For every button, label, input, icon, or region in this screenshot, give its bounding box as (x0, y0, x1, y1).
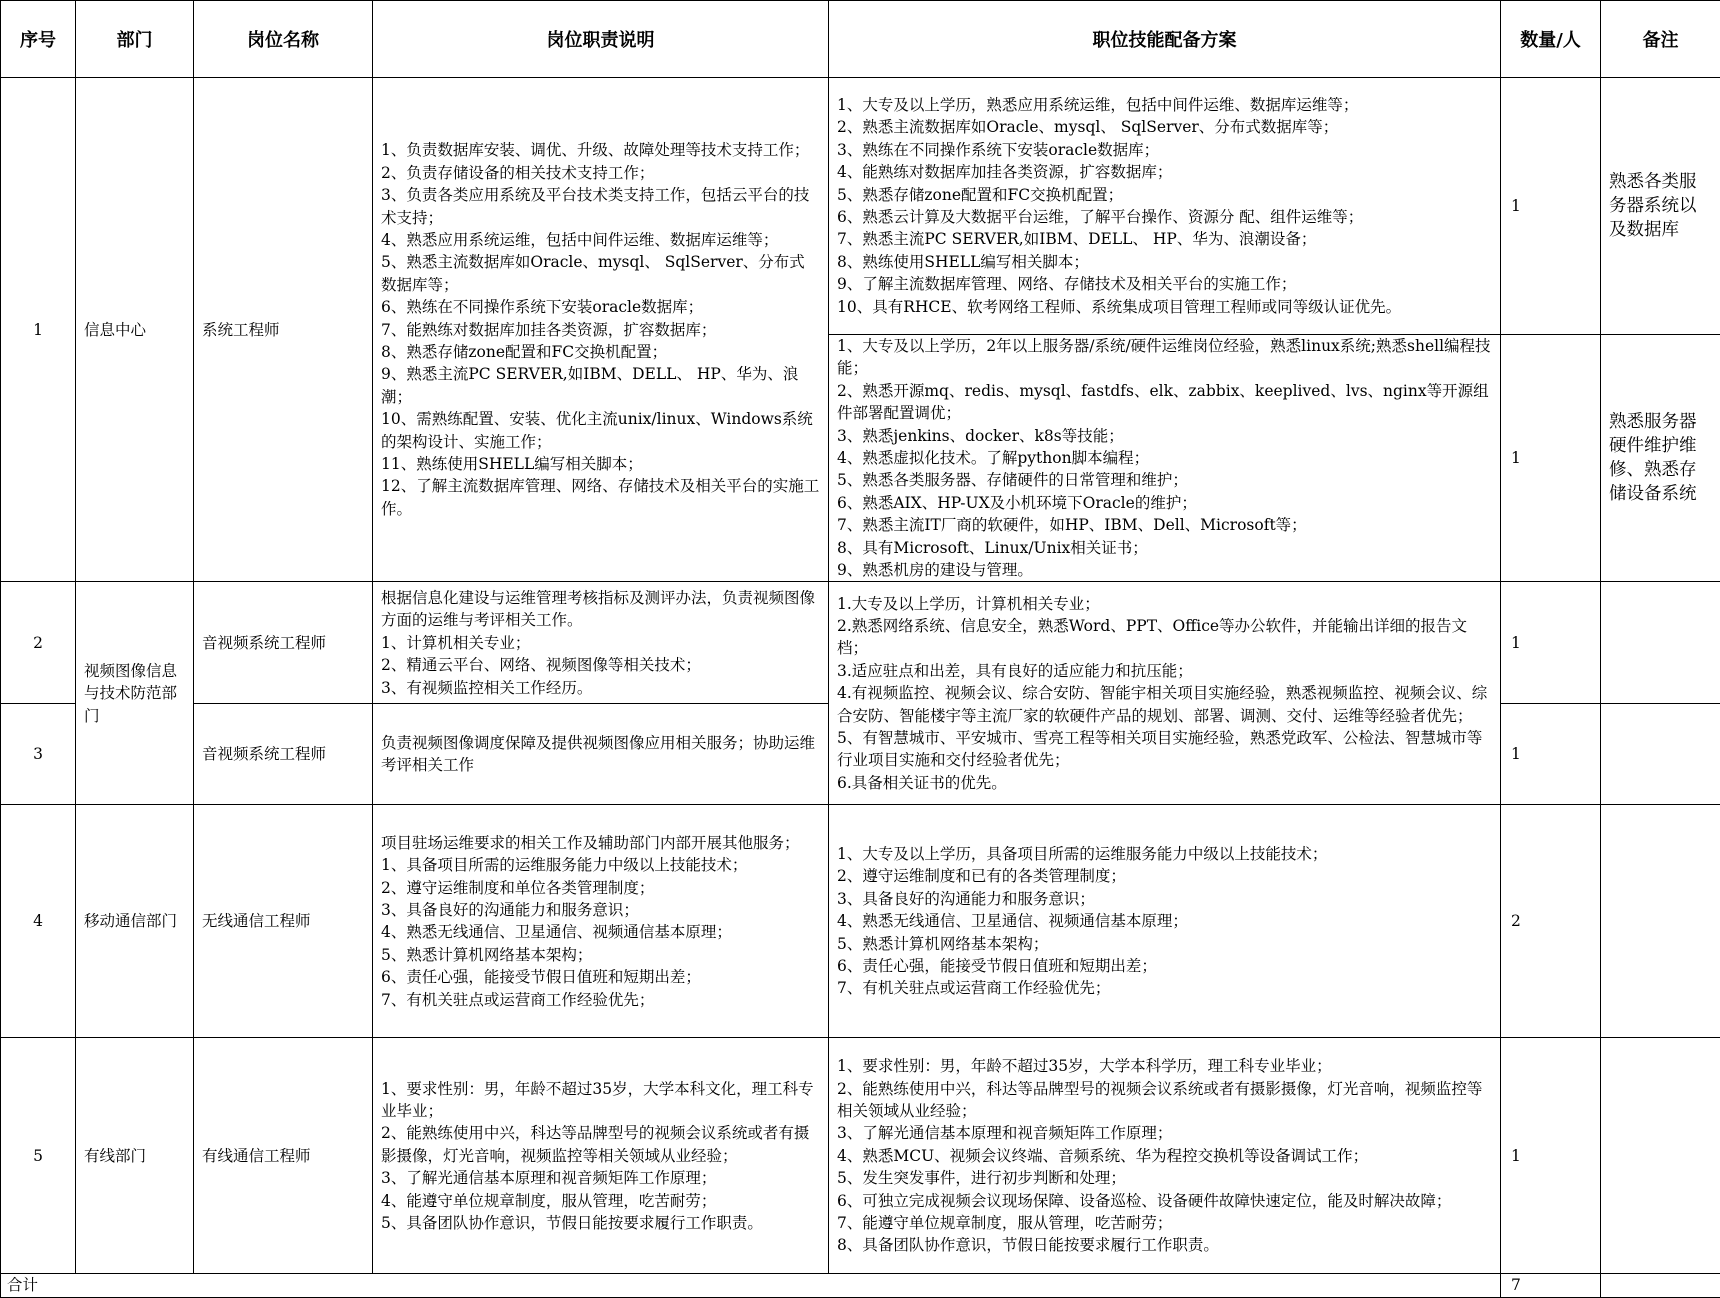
row-remark (1601, 582, 1720, 704)
total-label: 合计 (1, 1274, 1501, 1297)
header-remark: 备注 (1601, 1, 1720, 78)
row-duties: 负责视频图像调度保障及提供视频图像应用相关服务；协助运维考评相关工作 (373, 704, 829, 805)
row-remark (1601, 805, 1720, 1038)
total-remark (1601, 1274, 1720, 1297)
row-count: 1 (1501, 1038, 1601, 1274)
row-skills: 1、大专及以上学历，具备项目所需的运维服务能力中级以上技能技术； 2、遵守运维制度和已有的各类管理制度； 3、具备良好的沟通能力和服务意识； 4、熟悉无线通信、卫星通信、视频通信基本原理； 5、熟悉计算机网络基本架构； 6、责任心强，能接受节假日值班和短期出差； 7、有机关驻点或运营商工作经验优先； (829, 805, 1501, 1038)
row-remark: 熟悉各类服务器系统以及数据库 (1601, 78, 1720, 335)
total-count: 7 (1501, 1274, 1601, 1297)
row-seq: 2 (1, 582, 76, 704)
table-row (1, 582, 1720, 704)
row-duties: 1、要求性别：男，年龄不超过35岁，大学本科文化，理工科专业毕业； 2、能熟练使用中兴，科达等品牌型号的视频会议系统或者有摄影摄像，灯光音响，视频监控等相关领域从业经验； 3、了解光通信基本原理和视音频矩阵工作原理； 4、能遵守单位规章制度，服从管理，吃苦耐劳； 5、具备团队协作意识，节假日能按要求履行工作职责。 (373, 1038, 829, 1274)
row-dept: 信息中心 (76, 78, 194, 582)
row-skills: 1、大专及以上学历，熟悉应用系统运维，包括中间件运维、数据库运维等； 2、熟悉主流数据库如Oracle、mysql、 SqlServer、分布式数据库等； 3、熟练在不同操作系统下安装oracle数据库； 4、能熟练对数据库加挂各类资源，扩容数据库； 5、熟悉存储zone配置和FC交换机配置； 6、熟悉云计算及大数据平台运维，了解平台操作、资源分 配、组件运维等； 7、熟悉主流PC SERVER,如IBM、DELL、 HP、华为、浪潮设备； 8、熟练使用SHELL编写相关脚本； 9、了解主流数据库管理、网络、存储技术及相关平台的实施工作； 10、具有RHCE、软考网络工程师、系统集成项目管理工程师或同等级认证优先。 (829, 78, 1501, 335)
row-count: 1 (1501, 78, 1601, 335)
total-row (1, 1274, 1720, 1297)
row-skills: 1、大专及以上学历，2年以上服务器/系统/硬件运维岗位经验，熟悉linux系统;熟悉shell编程技能； 2、熟悉开源mq、redis、mysql、fastdfs、elk、zabbix、keeplived、lvs、nginx等开源组件部署配置调优； 3、熟悉jenkins、docker、k8s等技能； 4、熟悉虚拟化技术。了解python脚本编程； 5、熟悉各类服务器、存储硬件的日常管理和维护； 6、熟悉AIX、HP-UX及小机环境下Oracle的维护； 7、熟悉主流IT厂商的软硬件，如HP、IBM、Dell、Microsoft等； 8、具有Microsoft、Linux/Unix相关证书； 9、熟悉机房的建设与管理。 (829, 335, 1501, 582)
table-row (1, 78, 1720, 335)
row-seq: 5 (1, 1038, 76, 1274)
table-row (1, 1038, 1720, 1274)
table-row (1, 805, 1720, 1038)
row-skills: 1.大专及以上学历，计算机相关专业； 2.熟悉网络系统、信息安全，熟悉Word、PPT、Office等办公软件，并能输出详细的报告文档； 3.适应驻点和出差，具有良好的适应能力和抗压能； 4.有视频监控、视频会议、综合安防、智能宇相关项目实施经验，熟悉视频监控、视频会议、综合安防、智能楼宇等主流厂家的软硬件产品的规划、部署、调测、交付、运维等经验者优先； 5、有智慧城市、平安城市、雪亮工程等相关项目实施经验，熟悉党政军、公检法、智慧城市等行业项目实施和交付经验者优先； 6.具备相关证书的优先。 (829, 582, 1501, 805)
row-seq: 1 (1, 78, 76, 582)
row-dept: 有线部门 (76, 1038, 194, 1274)
row-count: 2 (1501, 805, 1601, 1038)
row-dept: 移动通信部门 (76, 805, 194, 1038)
row-position: 音视频系统工程师 (194, 704, 373, 805)
row-dept: 视频图像信息与技术防范部门 (76, 582, 194, 805)
header-row (1, 1, 1720, 78)
header-skills: 职位技能配备方案 (829, 1, 1501, 78)
row-seq: 4 (1, 805, 76, 1038)
row-position: 音视频系统工程师 (194, 582, 373, 704)
row-count: 1 (1501, 335, 1601, 582)
header-duties: 岗位职责说明 (373, 1, 829, 78)
row-remark (1601, 704, 1720, 805)
header-position: 岗位名称 (194, 1, 373, 78)
row-skills: 1、要求性别：男，年龄不超过35岁，大学本科学历，理工科专业毕业； 2、能熟练使用中兴，科达等品牌型号的视频会议系统或者有摄影摄像，灯光音响，视频监控等相关领域从业经验； 3、了解光通信基本原理和视音频矩阵工作原理； 4、熟悉MCU、视频会议终端、音频系统、华为程控交换机等设备调试工作； 5、发生突发事件，进行初步判断和处理； 6、可独立完成视频会议现场保障、设备巡检、设备硬件故障快速定位，能及时解决故障； 7、能遵守单位规章制度，服从管理，吃苦耐劳； 8、具备团队协作意识，节假日能按要求履行工作职责。 (829, 1038, 1501, 1274)
row-duties: 项目驻场运维要求的相关工作及辅助部门内部开展其他服务； 1、具备项目所需的运维服务能力中级以上技能技术； 2、遵守运维制度和单位各类管理制度； 3、具备良好的沟通能力和服务意识； 4、熟悉无线通信、卫星通信、视频通信基本原理； 5、熟悉计算机网络基本架构； 6、责任心强，能接受节假日值班和短期出差； 7、有机关驻点或运营商工作经验优先； (373, 805, 829, 1038)
row-count: 1 (1501, 582, 1601, 704)
header-count: 数量/人 (1501, 1, 1601, 78)
row-remark: 熟悉服务器硬件维护维修、熟悉存储设备系统 (1601, 335, 1720, 582)
row-seq: 3 (1, 704, 76, 805)
header-dept: 部门 (76, 1, 194, 78)
row-remark (1601, 1038, 1720, 1274)
header-seq: 序号 (1, 1, 76, 78)
row-position: 有线通信工程师 (194, 1038, 373, 1274)
row-duties: 根据信息化建设与运维管理考核指标及测评办法，负责视频图像方面的运维与考评相关工作。 1、计算机相关专业； 2、精通云平台、网络、视频图像等相关技术； 3、有视频监控相关工作经历。 (373, 582, 829, 704)
row-count: 1 (1501, 704, 1601, 805)
row-position: 无线通信工程师 (194, 805, 373, 1038)
row-position: 系统工程师 (194, 78, 373, 582)
row-duties: 1、负责数据库安装、调优、升级、故障处理等技术支持工作； 2、负责存储设备的相关技术支持工作； 3、负责各类应用系统及平台技术类支持工作，包括云平台的技术支持； 4、熟悉应用系统运维，包括中间件运维、数据库运维等； 5、熟悉主流数据库如Oracle、mysql、 SqlServer、分布式数据库等； 6、熟练在不同操作系统下安装oracle数据库； 7、能熟练对数据库加挂各类资源，扩容数据库； 8、熟悉存储zone配置和FC交换机配置； 9、熟悉主流PC SERVER,如IBM、DELL、 HP、华为、浪潮； 10、需熟练配置、安装、优化主流unix/linux、Windows系统的架构设计、实施工作； 11、熟练使用SHELL编写相关脚本； 12、了解主流数据库管理、网络、存储技术及相关平台的实施工作。 (373, 78, 829, 582)
